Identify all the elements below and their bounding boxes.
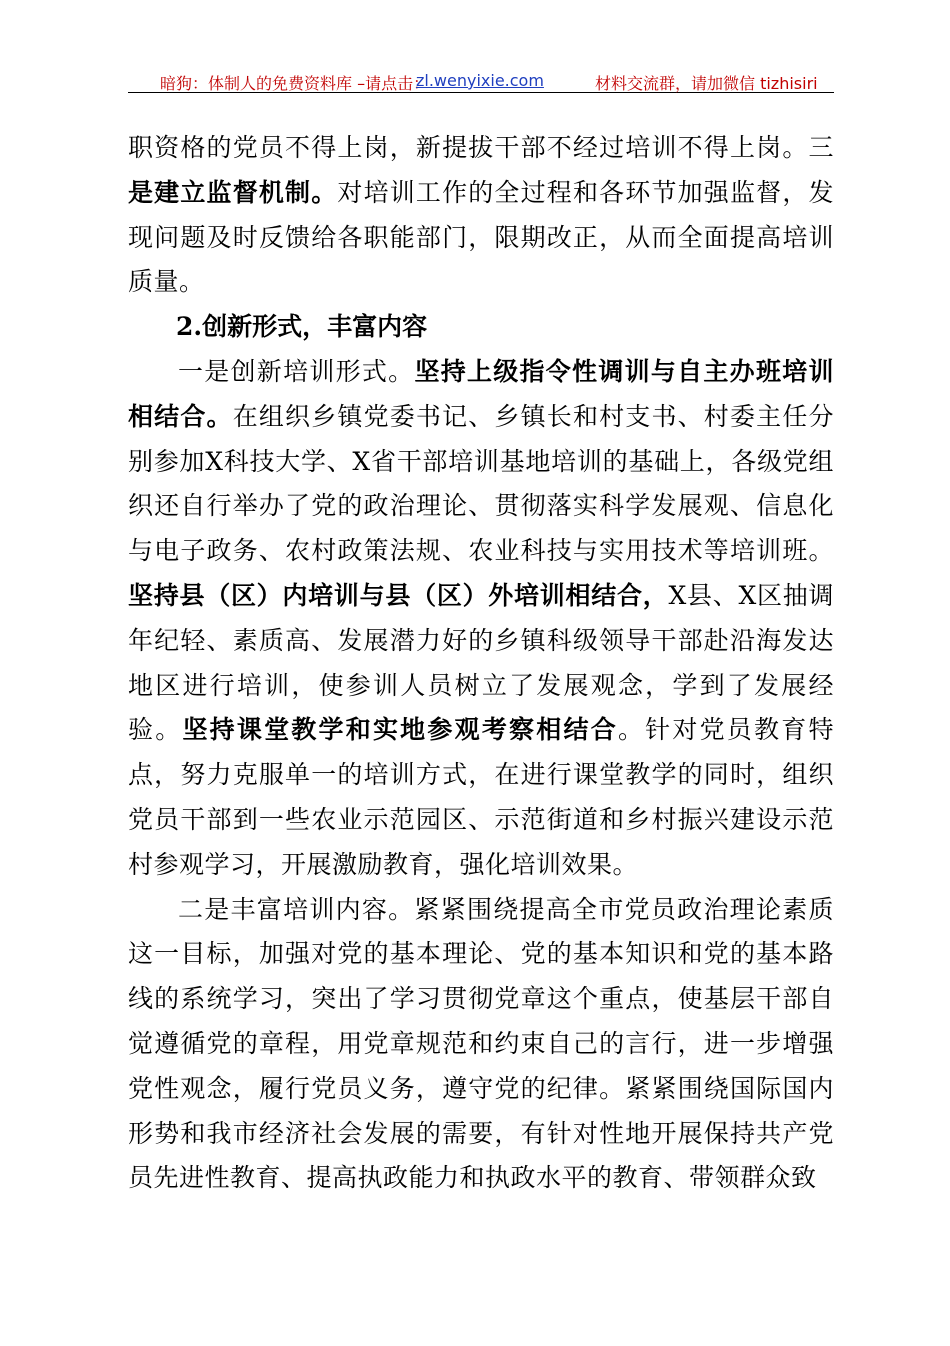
para2-bold-2: 坚持县（区）内培训与县（区）外培训相结合， [128, 580, 669, 610]
para1-text-2: 对培训工作的全过程和各环节加强监督，发现问题及时反馈给各职能部门，限期改正，从而全面提高培训质量。 [128, 177, 834, 297]
para2-bold-3: 坚持课堂教学和实地参观考察相结合 [182, 715, 618, 745]
document-body [128, 126, 834, 1201]
para1-bold-1: 是建立监督机制。 [128, 177, 338, 207]
para1-text-1: 职资格的党员不得上岗，新提拔干部不经过培训不得上岗。三 [128, 133, 834, 162]
header-link[interactable]: zl.wenyixie.com [416, 71, 544, 90]
para2-text-1: 一是创新培训形式。 [178, 356, 415, 386]
paragraph-1 [128, 126, 834, 305]
paragraph-3 [128, 888, 834, 1202]
para2-bold-1: 坚持上级指令性调训与自主办班培训相结合。 [128, 356, 834, 431]
para2-text-3: X县、X区抽调年纪轻、素质高、发展潜力好的乡镇科级领导干部赴沿海发达地区进行培训，使参训人员树立了发展观念，学到了发展经验。 [128, 580, 834, 745]
paragraph-2 [128, 350, 834, 888]
para2-text-4: 。针对党员教育特点，努力克服单一的培训方式，在进行课堂教学的同时，组织党员干部到一些农业示范园区、示范街道和乡村振兴建设示范村参观学习，开展激励教育，强化培训效果。 [128, 715, 834, 879]
para2-text-2: 在组织乡镇党委书记、乡镇长和村支书、村委主任分别参加X科技大学、X省干部培训基地培训的基础上，各级党组织还自行举办了党的政治理论、贯彻落实科学发展观、信息化与电子政务、农村政策法规、农业科技与实用技术等培训班。 [128, 401, 834, 566]
header-title: 暗狗：体制人的免费资料库 –请点击： [160, 74, 430, 93]
para3-text-1: 二是丰富培训内容。紧紧围绕提高全市党员政治理论素质这一目标，加强对党的基本理论、党的基本知识和党的基本路线的系统学习，突出了学习贯彻党章这个重点，使基层干部自觉遵循党的章程，用党章规范和约束自己的言行，进一步增强党性观念，履行党员义务，遵守党的纪律。紧紧围绕国际国内形势和我市经济社会发展的需要，有针对性地开展保持共产党员先进性教育、提高执政能力和执政水平的教育、带领群众致 [128, 894, 834, 1193]
header-note: 材料交流群，请加微信 tizhisiri [595, 74, 818, 93]
page-header [128, 66, 834, 93]
section-heading: 2.创新形式，丰富内容 [176, 312, 428, 342]
